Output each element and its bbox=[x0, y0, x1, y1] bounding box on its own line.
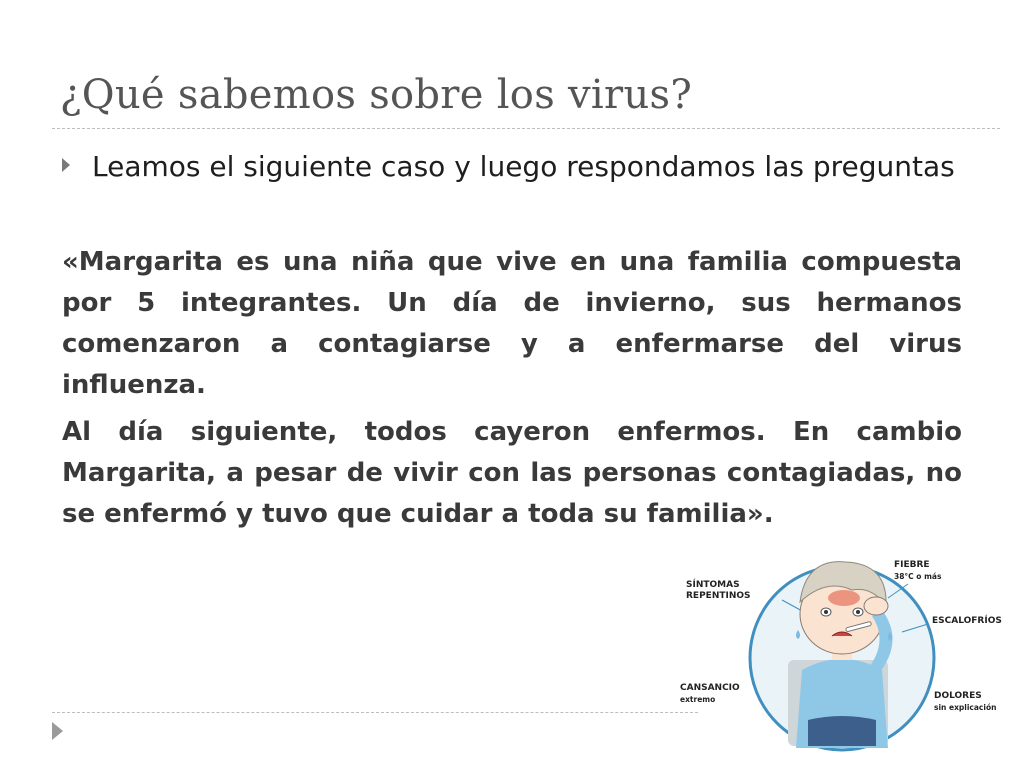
slide-title: ¿Qué sabemos sobre los virus? bbox=[60, 72, 693, 118]
footer-divider bbox=[52, 712, 698, 713]
triangle-bullet-icon bbox=[62, 158, 70, 172]
sick-child-icon bbox=[676, 540, 1016, 760]
bullet-text: Leamos el siguiente caso y luego respondamos las preguntas bbox=[92, 150, 955, 183]
label-cansancio: CANSANCIO extremo bbox=[680, 683, 740, 704]
label-fiebre: FIEBRE 38°C o más bbox=[894, 560, 942, 581]
label-sintomas: SÍNTOMAS REPENTINOS bbox=[686, 580, 751, 601]
label-escalofrios: ESCALOFRÍOS bbox=[932, 616, 1002, 626]
footer-triangle-icon bbox=[52, 722, 63, 740]
bullet-item bbox=[62, 148, 962, 186]
story-paragraph-1: «Margarita es una niña que vive en una familia compuesta por 5 integrantes. Un día de invierno, sus hermanos comenzaron a contagiarse y a enfermarse del virus influenza. bbox=[62, 247, 962, 400]
label-dolores: DOLORES sin explicación bbox=[934, 691, 997, 712]
story-paragraph-2: Al día siguiente, todos cayeron enfermos. En cambio Margarita, a pesar de vivir con las personas contagiadas, no se enfermó y tuvo que cuidar a toda su familia». bbox=[62, 417, 962, 529]
title-divider bbox=[52, 128, 1000, 129]
flu-symptoms-illustration bbox=[676, 540, 1016, 760]
